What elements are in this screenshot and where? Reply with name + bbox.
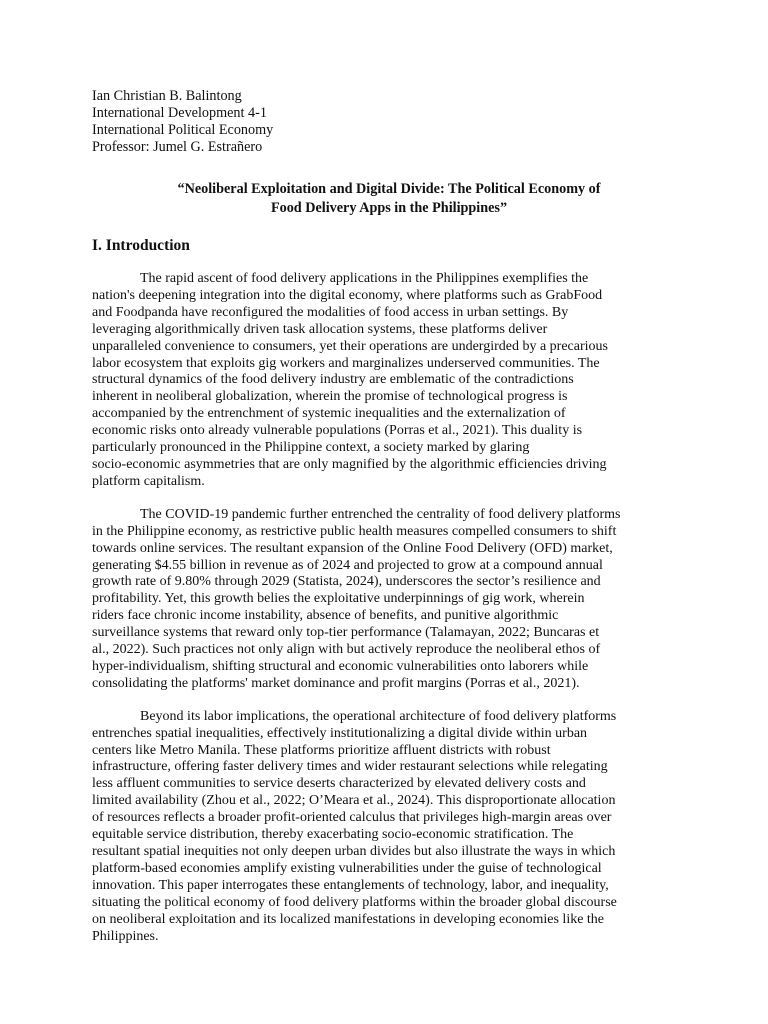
text-line: surveillance systems that reward only top-tier performance (Talamayan, 2022; Buncaras et bbox=[92, 625, 600, 641]
text-line: centers like Metro Manila. These platforms prioritize affluent districts with robust bbox=[92, 742, 551, 758]
text-line: economic risks onto already vulnerable populations (Porras et al., 2021). This duality is bbox=[92, 423, 583, 439]
text-line: infrastructure, offering faster delivery times and wider restaurant selections while relegating bbox=[92, 759, 608, 775]
text-line: hyper-individualism, shifting structural and economic vulnerabilities onto laborers while bbox=[92, 658, 589, 674]
text-line: situating the political economy of food delivery platforms within the broader global discourse bbox=[92, 894, 617, 910]
professor-name: Professor: Jumel G. Estrañero bbox=[92, 139, 263, 155]
text-line: entrenches spatial inequalities, effectively institutionalizing a digital divide within urban bbox=[92, 725, 588, 741]
text-line: platform capitalism. bbox=[92, 473, 205, 489]
paragraph-1 bbox=[92, 271, 686, 491]
section-heading: I. Introduction bbox=[92, 237, 190, 254]
text-line: in the Philippine economy, as restrictive public health measures compelled consumers to shift bbox=[92, 523, 617, 539]
document-content bbox=[92, 88, 686, 945]
text-line: less affluent communities to service deserts characterized by elevated delivery costs and bbox=[92, 776, 586, 792]
text-line: labor ecosystem that exploits gig workers and marginalizes underserved communities. The bbox=[92, 355, 600, 371]
text-line: leveraging algorithmically driven task allocation systems, these platforms deliver bbox=[92, 321, 548, 337]
text-line: limited availability (Zhou et al., 2022; O’Meara et al., 2024). This disproportionate allocation bbox=[92, 793, 616, 809]
text-line: profitability. Yet, this growth belies the exploitative underpinnings of gig work, wherein bbox=[92, 591, 585, 607]
title-line-2: Food Delivery Apps in the Philippines” bbox=[270, 200, 508, 216]
text-line: and Foodpanda have reconfigured the modalities of food access in urban settings. By bbox=[92, 304, 569, 320]
text-line: equitable service distribution, thereby exacerbating socio-economic stratification. The bbox=[92, 827, 574, 843]
paragraph-3 bbox=[92, 709, 686, 946]
paragraph-2 bbox=[92, 507, 686, 693]
text-line: riders face chronic income instability, absence of benefits, and punitive algorithmic bbox=[92, 608, 559, 624]
text-line: Philippines. bbox=[92, 928, 159, 944]
text-line: consolidating the platforms' market dominance and profit margins (Porras et al., 2021). bbox=[92, 675, 580, 691]
text-line: towards online services. The resultant expansion of the Online Food Delivery (OFD) market, bbox=[92, 540, 613, 556]
text-line: growth rate of 9.80% through 2029 (Statista, 2024), underscores the sector’s resilience and bbox=[92, 574, 601, 590]
subject-name: International Political Economy bbox=[92, 122, 274, 138]
text-line: unparalleled convenience to consumers, yet their operations are undergirded by a precarious bbox=[92, 338, 608, 354]
text-line: of resources reflects a broader profit-oriented calculus that privileges high-margin areas over bbox=[92, 810, 612, 826]
text-line: The rapid ascent of food delivery applications in the Philippines exemplifies the bbox=[140, 271, 589, 286]
author-header bbox=[92, 88, 686, 156]
course-name: International Development 4-1 bbox=[92, 105, 267, 121]
text-line: nation's deepening integration into the digital economy, where platforms such as GrabFood bbox=[92, 287, 603, 303]
text-line: particularly pronounced in the Philippine context, a society marked by glaring bbox=[92, 440, 530, 456]
text-line: al., 2022). Such practices not only align with but actively reproduce the neoliberal ethos of bbox=[92, 642, 601, 658]
text-line: platform-based economies amplify existing vulnerabilities under the guise of technological bbox=[92, 860, 602, 876]
title-line-1: “Neoliberal Exploitation and Digital Divide: The Political Economy of bbox=[177, 181, 601, 197]
text-line: resultant spatial inequities not only deepen urban divides but also illustrate the ways in which bbox=[92, 844, 616, 859]
text-line: on neoliberal exploitation and its localized manifestations in developing economies like the bbox=[92, 911, 605, 927]
text-line: Beyond its labor implications, the operational architecture of food delivery platforms bbox=[140, 708, 617, 724]
author-name: Ian Christian B. Balintong bbox=[92, 88, 242, 104]
text-line: inherent in neoliberal globalization, wherein the promise of technological progress is bbox=[92, 389, 568, 405]
text-line: innovation. This paper interrogates these entanglements of technology, labor, and inequality, bbox=[92, 877, 609, 893]
text-line: accompanied by the entrenchment of systemic inequalities and the externalization of bbox=[92, 406, 566, 422]
text-line: The COVID-19 pandemic further entrenched the centrality of food delivery platforms bbox=[140, 506, 621, 522]
text-line: structural dynamics of the food delivery industry are emblematic of the contradictions bbox=[92, 372, 574, 388]
text-line: socio-economic asymmetries that are only magnified by the algorithmic efficiencies driving bbox=[92, 456, 607, 472]
text-line: generating $4.55 billion in revenue as of 2024 and projected to grow at a compound annual bbox=[92, 557, 603, 573]
paper-title bbox=[92, 180, 686, 218]
